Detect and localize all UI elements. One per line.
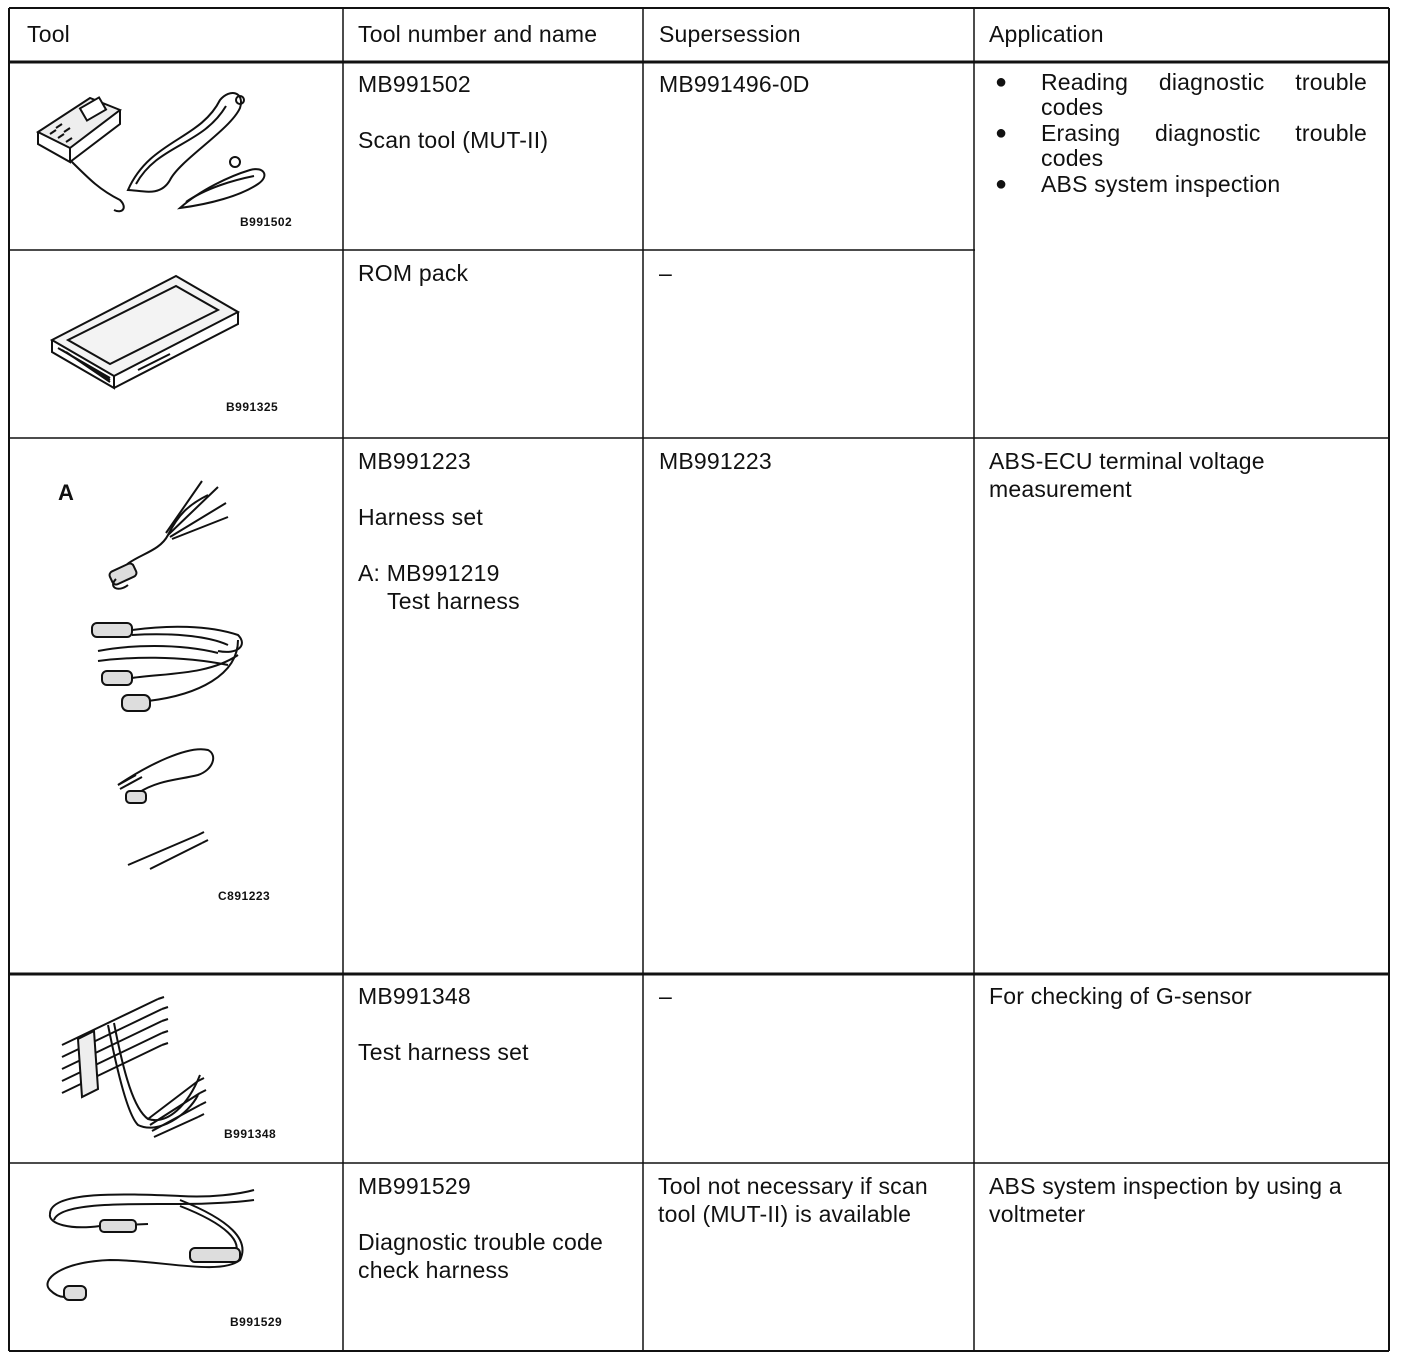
- sub-item-name: Test harness: [387, 588, 520, 614]
- row3-supersession: MB991223: [659, 448, 772, 474]
- image-code-b991348: B991348: [224, 1127, 277, 1141]
- row1-supersession: MB991496-0D: [659, 71, 810, 97]
- tool-number: MB991502: [358, 71, 471, 97]
- test-harness-set-illustration: [58, 995, 228, 1145]
- row4-application: For checking of G-sensor: [989, 983, 1253, 1009]
- application-item: ● Erasing diagnostic trouble codes: [989, 121, 1367, 171]
- application-item: ● Reading diagnostic trouble codes: [989, 70, 1367, 120]
- row4-supersession: –: [659, 983, 672, 1009]
- header-tool-number-name: Tool number and name: [358, 21, 598, 47]
- tool-number: MB991223: [358, 448, 471, 474]
- tool-name: Test harness set: [358, 1039, 529, 1065]
- row5-supersession: Tool not necessary if scan tool (MUT-II) is available: [658, 1173, 928, 1227]
- tool-name: Scan tool (MUT-II): [358, 127, 549, 153]
- tool-number: MB991529: [358, 1173, 471, 1199]
- header-tool: Tool: [27, 21, 70, 47]
- header-supersession: Supersession: [659, 21, 801, 47]
- image-code-b991529: B991529: [230, 1315, 283, 1329]
- image-label-a: A: [58, 480, 74, 505]
- row5-application: ABS system inspection by using a voltmeter: [989, 1173, 1342, 1227]
- tool-number: MB991348: [358, 983, 471, 1009]
- rom-pack-illustration: [48, 272, 248, 392]
- sub-item-code: A: MB991219: [358, 560, 500, 586]
- image-code-b991502: B991502: [240, 215, 293, 229]
- header-application: Application: [989, 21, 1104, 47]
- image-code-b991325: B991325: [226, 400, 279, 414]
- row5-number-name: [358, 1172, 638, 1284]
- application-shared-list: [989, 70, 1367, 198]
- image-code-c891223: C891223: [218, 889, 271, 903]
- tool-name: ROM pack: [358, 260, 469, 286]
- scan-tool-illustration: [30, 80, 293, 230]
- row3-application: ABS-ECU terminal voltage measurement: [989, 448, 1265, 502]
- dtc-check-harness-illustration: [40, 1180, 260, 1310]
- row1-number-name: [358, 70, 638, 154]
- application-item: ● ABS system inspection: [989, 172, 1367, 197]
- harness-set-illustration: [88, 475, 258, 885]
- tool-name: Diagnostic trouble code check harness: [358, 1229, 603, 1283]
- row4-number-name: [358, 982, 638, 1066]
- row2-supersession: –: [659, 260, 672, 286]
- row3-number-name: [358, 447, 638, 615]
- tool-name: Harness set: [358, 504, 483, 530]
